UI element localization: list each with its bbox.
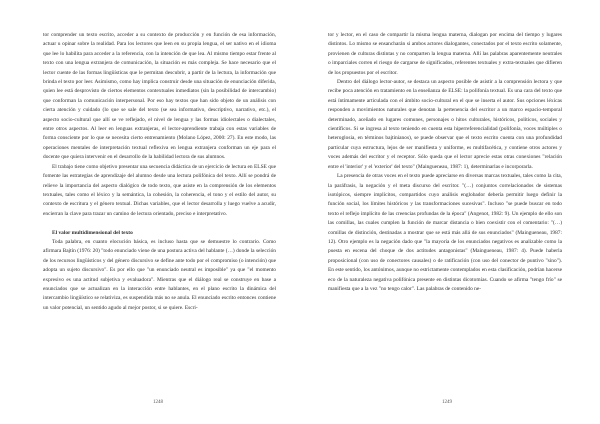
paragraph: Toda palabra, en cuanto elocución básica, es incluso hasta que se demuestre lo contrario. Como afirmara Bajtín (1976: 20) "todo enunciado viene de una postura activa del hablante (…) donde la selección de los recursos lingüísticos y del género discursivo se define ante todo por el compromiso (o intención) que adopta un sujeto discursivo". Es por ello que "un enunciado neutral es imposible" ya que "el momento expresivo es una actitud subjetiva y evaluadora". Mientras que el diálogo real se construye en base a enunciados que se actualizan en la interacción entre hablantes, en el plano escrito la dinámica del intercambio lingüístico se relativiza, es suspendida más no se anula. El enunciado escrito entonces contiene un valor potencial, un sentido agudo al mejor postor, si se quiere. Escri-: [43, 238, 276, 311]
paragraph: Dentro del diálogo lector-autor, se destaca un aspecto posible de asistir a la comprensión lectora y que recibe poca atención en tratamiento en la enseñanza de ELSE: la polifonía textual. Es una cara del texto que está íntimamente articulada con el ámbito socio-cultural en el que se inserta el autor. Sus opciones léxicas responden a movimientos naturales que denotan la pertenencia del escritor a un marco espacio-temporal determinado, aceñado en lugares comunes, personajes o hitos culturales, históricos, políticos, sociales y científicos. Si se ingresa al texto teniendo en cuenta esta hiperreferencialidad (polifonía, voces múltiples o heteroglosia, en términos bajtinianos), se puede observar que el texto escrito cuenta con una profundidad particular cuya estructura, lejos de ser manifiesta y uniforme, es multifacética, y contiene otros actores y voces además del escritor y el receptor. Sólo queda que el lector aprecie estas otras conexiones "relación entre el 'interior' y el 'exterior' del texto" (Maingueneau, 1987: 1), determinarlas e incorporarla.: [328, 79, 562, 170]
paragraph: tor comprender un texto escrito, acceder a su contexto de producción y en función de esa información, actuar u opinar sobre la realidad. Para los lectores que leen en su propia lengua, el ser nativo en el idioma que lee lo habilita para acceder a la referencia, con la intención de que lea. Al mismo tiempo estar frente al texto con una lengua extranjera de comunicación, la situación es más compleja. Se hace necesario que el lector cuente de las formas lingüísticas que le permitan descubrir, a partir de la lectura, la información que brinda el texto por leer. Asimismo, como hay implica construir desde una situación de enunciación diferida, quien lee está desprovisto de ciertos elementos contextuales inmediatos (sin la posibilidad de intercambio) que conforman la comunicación interpersonal. Por eso hay textos que han sido objeto de un análisis con cierta atención y cuidado (lo que se sale del texto (se sea informativo, descriptivo, narrativo, etc.), el aspecto socio-cultural que allí se ve reflejado, el nivel de lengua y las formas idiolectales o dialectales, entre otros aspectos. Al leer en lenguas extranjeras, el lector-aprendiente trabaja con estas variables de forma consciente por lo que se necesita cierto entrenamiento (Molano López, 2000: 27). En este modo, las operaciones mentales de interpretación textual reflexiva en lengua extranjera conforman un eje para el docente que quiera intervenir en el desarrollo de la habilidad lectora de sus alumnos.: [43, 32, 276, 161]
left-page-text: [43, 31, 276, 313]
paragraph: El trabajo tiene como objetivo presentar una secuencia didáctica de un ejercicio de lectura en ELSE que fomente las estrategias de aprendizaje del alumno desde una lectura polifónica del texto. Allí se pondrá de relieve la importancia del aspecto dialógico de todo texto, que asiste en la comprensión de los elementos textuales, tales como el léxico y la semántica, la cohesión, la coherencia, el tono y el estilo del autor, su contexto de escritura y el género textual. Dichas variables, que el lector desarrolla y luego vuelve a acudir, encierran la clave para trazar un camino de lectura orientado, preciso e interpretativo.: [43, 163, 276, 217]
right-page-text: [328, 31, 562, 294]
page-number: 1248: [153, 400, 163, 405]
right-page: [300, 0, 600, 424]
paragraph: La presencia de otras voces en el texto puede apreciarse en diversas marcas textuales, tales como la cita, la paráfrasis, la negación y el meta discurso del escritor. "(…) conjuntos correlacionados de sistemas isotópicos, siempre implícitos, compartidos cuyo análisis englobador debería permitir luego definir la función social, los límites históricos y las transformaciones sucesivas". Incluso "se puede buscar en todo texto el reflejo implícito de las creencias profundas de la época" (Angenot, 1982: 9). Un ejemplo de ello son las comillas, las cuales cumplen la función de marcar distancia o bien coexistir con el comentario: "(…) comillas de distinción, destinadas a mostrar que se está más allá de sus enunciados" (Maingueneau, 1987: 12). Otro ejemplo es la negación dado que "la mayoría de los enunciados negativos es analizable como la puesta en escena del choque de dos actitudes antagonistas" (Maingueneau, 1987: 4). Puede haberla proposicional (con uso de conectores causales) o de ratificación (con uso del conector de puntivo "sino"). En este sentido, los antónimos, aunque no estrictamente contemplados en esta clasificación, podrían hacerse eco de la naturaleza negativa polifónica presente en distintas dicotomías. Cuando se afirma "tengo frío" se manifiesta que a la vez "no tengo calor". Las palabras de contenido ne-: [328, 173, 562, 292]
paragraph: tor y lector, en el caso de compartir la misma lengua materna, dialogan por encima del tiempo y lugares distintos. Lo mismo se ensancharán si ambos actores dialogantes, conectados por el texto escrito solamente, provienen de culturas distintas y no comparten la lengua materna. Allí las palabras aparentemente neutrales o imparciales corren el riesgo de cargarse de significados, referentes textuales y extra-textuales que difieren de los propuestos por el escritor.: [328, 32, 562, 76]
page-number: 1249: [442, 400, 452, 405]
section-heading: El valor multidimensional del texto: [52, 229, 133, 236]
